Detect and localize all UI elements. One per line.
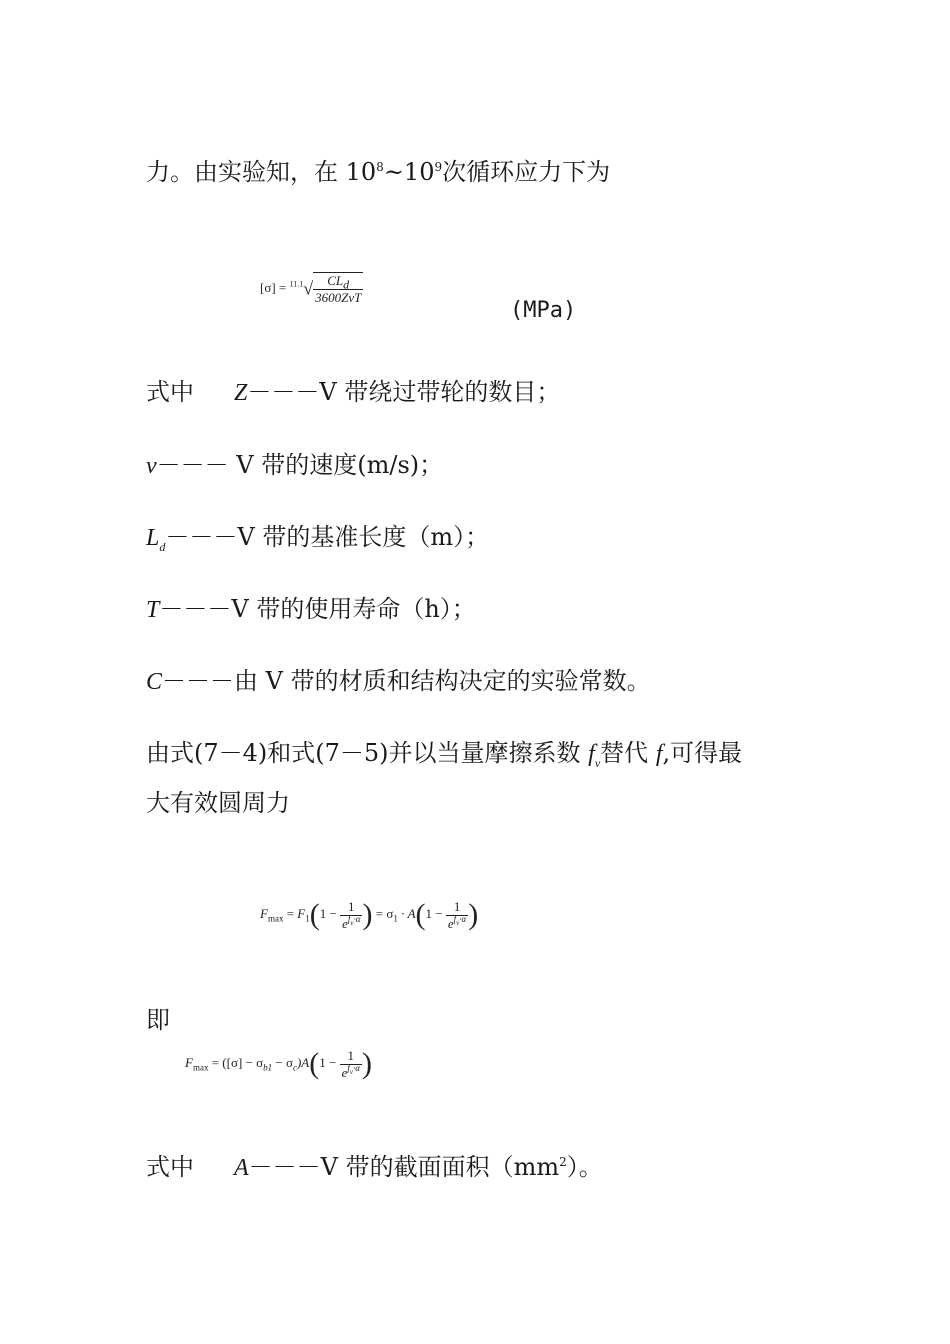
definition-text-end: ）。 <box>566 1153 603 1181</box>
exp: f <box>347 914 351 925</box>
definition-v <box>146 450 443 481</box>
numerator <box>313 273 363 290</box>
body-c: )A <box>296 1054 310 1070</box>
exp-sub: v <box>350 918 354 927</box>
text: ,可得最 <box>662 739 743 767</box>
equals: = <box>283 905 298 921</box>
symbol: A <box>234 1155 249 1181</box>
paragraph-derivation-line2 <box>146 788 290 818</box>
num-subscript: d <box>343 277 350 292</box>
right-paren: ) <box>361 1047 372 1080</box>
f1-symbol: F <box>297 905 306 921</box>
symbol: T <box>146 597 160 623</box>
text: 次循环应力下为 <box>442 158 611 186</box>
intro: 式中 <box>146 1153 194 1181</box>
text: 由式(7－4)和式(7－5)并以当量摩擦系数 <box>146 739 589 767</box>
definition-text: －－－V 带绕过带轮的数目； <box>247 378 561 406</box>
definition-ld <box>146 522 489 553</box>
one-minus: 1 − <box>319 1054 340 1070</box>
fraction <box>446 899 468 932</box>
exp-tail: ·α <box>353 914 361 925</box>
right-paren: ) <box>468 898 479 931</box>
definition-z <box>146 377 560 408</box>
equation-fmax-1 <box>260 898 478 932</box>
text: 替代 <box>600 739 656 767</box>
denominator <box>340 916 362 932</box>
numerator: 1 <box>340 1048 362 1065</box>
dot-a: · A <box>397 905 416 921</box>
symbol-fv: f <box>588 741 595 767</box>
denominator: 3600ZvT <box>315 290 362 305</box>
superscript: 8 <box>376 160 384 174</box>
exp: f <box>347 1063 350 1074</box>
left-paren: ( <box>309 898 320 931</box>
exp-sub: v <box>349 1067 353 1076</box>
denominator <box>446 916 468 932</box>
eq-lhs: [σ] = <box>260 279 290 295</box>
radicand-fraction <box>313 272 363 306</box>
definition-t <box>146 594 476 625</box>
exp-sub: v <box>456 918 460 927</box>
definition-text: －－－ V 带的速度(m/s)； <box>156 451 444 479</box>
exp-tail: ·α <box>353 1063 360 1074</box>
unit-mpa: (MPa) <box>510 298 577 323</box>
definition-text: －－－V 带的使用寿命（h）； <box>159 595 476 623</box>
symbol: C <box>146 669 163 695</box>
numerator: 1 <box>446 899 468 916</box>
left-paren: ( <box>415 898 426 931</box>
num-text: CL <box>327 273 344 288</box>
e: e <box>342 915 348 931</box>
symbol: L <box>146 525 160 551</box>
text: ~10 <box>383 158 435 186</box>
text: 即 <box>146 1006 170 1034</box>
f-symbol: F <box>260 905 268 921</box>
sigma-subscript: 1 <box>393 913 398 924</box>
definition-a <box>146 1152 603 1183</box>
root-index: 11.1 <box>289 279 304 289</box>
e: e <box>341 1064 348 1080</box>
one-minus: 1 − <box>425 905 446 921</box>
f1-subscript: 1 <box>305 913 310 924</box>
superscript: 2 <box>559 1155 567 1169</box>
numerator: 1 <box>340 899 362 916</box>
symbol-f: f <box>655 741 663 767</box>
label-ji <box>146 1005 170 1035</box>
right-paren: ) <box>362 898 373 931</box>
equation-fmax-2 <box>185 1047 372 1081</box>
subscript: v <box>594 755 601 770</box>
definition-text: －－－V 带的基准长度（m）； <box>165 523 490 551</box>
body-b: − σ <box>272 1054 293 1070</box>
f-subscript: max <box>267 913 284 924</box>
intro: 式中 <box>146 378 194 406</box>
fraction <box>340 899 362 932</box>
f-symbol: F <box>185 1054 193 1070</box>
superscript: 9 <box>434 160 443 174</box>
left-paren: ( <box>309 1047 320 1080</box>
denominator <box>340 1065 362 1081</box>
paragraph-stress-cycles <box>146 157 610 187</box>
fraction <box>340 1048 362 1081</box>
sub-c: c <box>292 1062 297 1073</box>
exp: f <box>453 914 457 925</box>
one-minus: 1 − <box>319 905 341 921</box>
f-subscript: max <box>192 1062 209 1073</box>
sub-b1: b1 <box>263 1062 273 1073</box>
paragraph-derivation <box>146 738 742 769</box>
definition-text: －－－由 V 带的材质和结构决定的实验常数。 <box>162 667 651 695</box>
text: 力。由实验知，在 10 <box>146 158 377 186</box>
symbol: Z <box>234 380 248 406</box>
definition-text: －－－V 带的截面面积（mm <box>248 1153 560 1181</box>
definition-c <box>146 666 651 697</box>
equals-sigma: = σ <box>372 905 394 921</box>
equation-allowable-stress <box>260 272 363 306</box>
e: e <box>447 915 454 931</box>
symbol: v <box>146 453 157 479</box>
text: 大有效圆周力 <box>146 789 290 817</box>
radical-sign: √ <box>303 278 314 299</box>
exp-tail: ·α <box>459 914 467 925</box>
symbol-subscript: d <box>159 539 166 554</box>
body-a: = ([σ] − σ <box>208 1054 264 1070</box>
